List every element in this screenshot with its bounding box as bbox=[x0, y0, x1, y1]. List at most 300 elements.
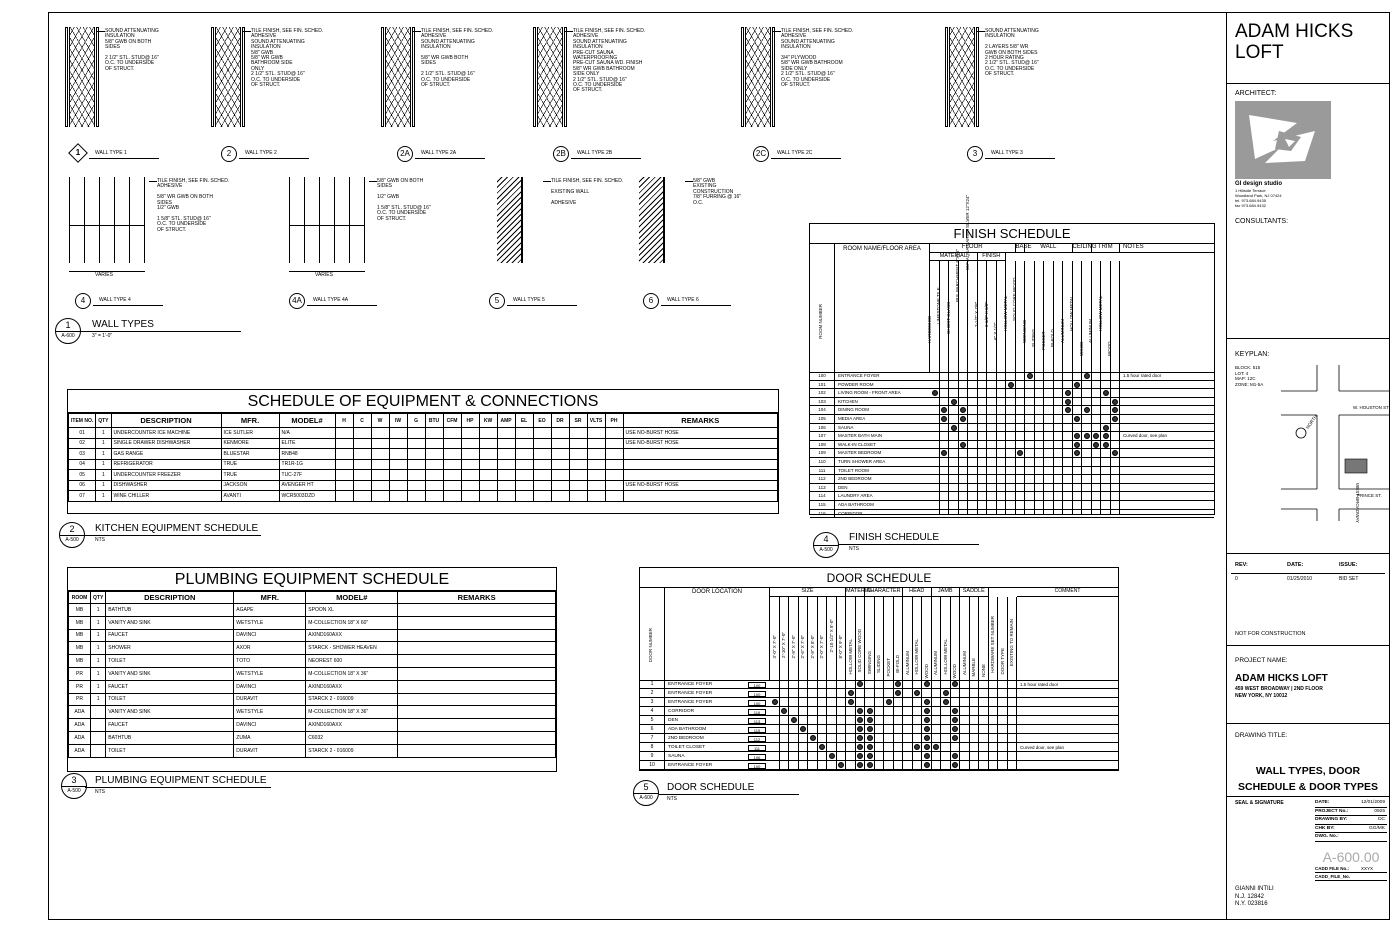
material-subheader: MATERIAL bbox=[930, 253, 978, 261]
finish-mark bbox=[1084, 373, 1090, 379]
finish-mark bbox=[941, 416, 947, 422]
door-mark bbox=[924, 762, 930, 768]
table-row bbox=[69, 629, 556, 642]
model: N/A bbox=[279, 428, 335, 439]
architect-label: ARCHITECT: bbox=[1235, 90, 1277, 97]
wall-note: TILE FINISH, SEE FIN. SCHED. bbox=[573, 28, 646, 34]
room: PR bbox=[69, 680, 91, 693]
column-header: VLTS bbox=[587, 414, 605, 428]
project-address-1: 459 WEST BROADWAY | 2ND FLOOR bbox=[1235, 686, 1323, 692]
room-number: 105 bbox=[810, 415, 834, 424]
door-column-header: 2'-8" X 8'-0" bbox=[809, 635, 815, 659]
model: AXIND160AXX bbox=[306, 680, 398, 693]
room-number: 104 bbox=[810, 406, 834, 415]
table-row bbox=[69, 655, 556, 668]
connection-cell bbox=[353, 428, 371, 439]
wall-note: O.C. TO UNDERSIDE bbox=[573, 82, 623, 89]
connection-cell bbox=[461, 491, 479, 502]
room-name: MASTER BEDROOM bbox=[834, 449, 930, 458]
wall-note: OF STRUCT. bbox=[157, 226, 187, 233]
row-line bbox=[748, 698, 1118, 707]
door-mark bbox=[791, 717, 797, 723]
project-title-text: ADAM HICKS LOFT bbox=[1235, 21, 1354, 63]
plumbing-schedule bbox=[67, 567, 557, 772]
finish-column-header: 2-1/2" X 7/8" bbox=[974, 302, 979, 328]
wall-note: OF STRUCT. bbox=[377, 215, 407, 222]
gypsum-board bbox=[772, 27, 775, 127]
wall-note: 1/2" GWB bbox=[157, 205, 180, 212]
remarks bbox=[398, 680, 556, 693]
connection-cell bbox=[533, 480, 551, 491]
row-line bbox=[748, 734, 1118, 743]
manufacturer: AGAPE bbox=[234, 604, 306, 617]
connection-cell bbox=[407, 428, 425, 439]
door-location: CORRIDOR bbox=[664, 707, 748, 716]
connection-cell bbox=[533, 438, 551, 449]
wall-note: TILE FINISH, SEE FIN. SCHED. bbox=[551, 178, 624, 184]
finish-column-header: HOLLOW METAL bbox=[1069, 295, 1074, 331]
room: ADA bbox=[69, 719, 91, 732]
wall-note: 5/8" WR GWB bbox=[251, 55, 283, 62]
studio-address bbox=[1235, 188, 1282, 208]
connection-cell bbox=[551, 480, 569, 491]
door-column-header: 2'-8" X 7'-0" bbox=[790, 635, 796, 659]
description: SHOWER bbox=[106, 642, 234, 655]
connection-cell bbox=[353, 470, 371, 481]
door-column-header: DOOR TYPE bbox=[999, 648, 1005, 675]
connection-cell bbox=[425, 491, 443, 502]
door-mark bbox=[924, 699, 930, 705]
room-number: 103 bbox=[810, 398, 834, 407]
description: VANITY AND SINK bbox=[106, 616, 234, 629]
connection-cell bbox=[335, 480, 353, 491]
manufacturer: DURAVIT bbox=[234, 744, 306, 757]
connection-cell bbox=[461, 470, 479, 481]
connection-cell bbox=[605, 480, 623, 491]
wall-types-title: WALL TYPES bbox=[92, 319, 154, 330]
room: MB bbox=[69, 604, 91, 617]
room-number: 113 bbox=[810, 484, 834, 493]
revision-header: REV: bbox=[1235, 562, 1248, 568]
model: NEOREST 600 bbox=[306, 655, 398, 668]
door-mark bbox=[848, 699, 854, 705]
row-line bbox=[930, 424, 1214, 433]
door-column-header: BI-FOLD bbox=[895, 654, 900, 673]
column-header: QTY bbox=[91, 592, 106, 604]
room-name-header: ROOM NAME/FLOOR AREA bbox=[834, 244, 930, 372]
room-name: MASTER BATH MAIN bbox=[834, 432, 930, 441]
wall-note: TILE FINISH, SEE FIN. SCHED. bbox=[781, 28, 854, 34]
connection-cell bbox=[569, 459, 587, 470]
column-header: MODEL# bbox=[306, 592, 398, 604]
connection-cell bbox=[335, 491, 353, 502]
info-row bbox=[1315, 825, 1387, 834]
description: UNDERCOUNTER ICE MACHINE bbox=[111, 428, 221, 439]
qty: 1 bbox=[96, 470, 111, 481]
connection-cell bbox=[497, 449, 515, 460]
wall-section-drawing bbox=[69, 177, 145, 263]
wall-note: 1 5/8" STL. STUD@ 16" bbox=[157, 215, 211, 222]
wall-note: EXISTING bbox=[693, 183, 717, 190]
description: REFRIGERATOR bbox=[111, 459, 221, 470]
connection-cell bbox=[551, 438, 569, 449]
finish-column-header: HOLLOW METAL bbox=[1002, 295, 1008, 331]
wall-note: 1 5/8" STL. STUD@ 16" bbox=[377, 205, 431, 212]
keyplan-info bbox=[1235, 365, 1263, 387]
door-group-header: HEAD bbox=[903, 588, 932, 597]
finish-column-header: LIMESTONE TILE bbox=[936, 287, 941, 325]
connection-cell bbox=[479, 428, 497, 439]
wall-note: SOUND ATTENUATING bbox=[105, 28, 159, 34]
model: AXIND160AXX bbox=[306, 719, 398, 732]
door-comment: 1.5 hour rated door bbox=[1020, 682, 1059, 687]
engineer-line: N.Y. 023816 bbox=[1235, 901, 1268, 907]
qty bbox=[91, 731, 106, 744]
connection-cell bbox=[497, 428, 515, 439]
column-header: W bbox=[371, 414, 389, 428]
connection-cell bbox=[371, 449, 389, 460]
wall-tag: 2 bbox=[221, 146, 237, 162]
description: TOILET bbox=[106, 655, 234, 668]
connection-cell bbox=[605, 428, 623, 439]
row-line bbox=[930, 492, 1214, 501]
door-room-ref: 100 bbox=[748, 700, 766, 706]
manufacturer: AVANTI bbox=[221, 491, 279, 502]
wall-note: SOUND ATTENUATING bbox=[781, 38, 835, 45]
finish-group-header: TRIM bbox=[1092, 244, 1121, 253]
wall-type-label: WALL TYPE 5 bbox=[513, 297, 545, 303]
caption-sheet: A-500 bbox=[67, 788, 81, 794]
wall-note: 2 1/2" STL. STUD@ 16" bbox=[985, 60, 1039, 67]
wall-tag: 4 bbox=[75, 293, 91, 309]
studio-name: GI design studio bbox=[1235, 181, 1283, 187]
connection-cell bbox=[587, 459, 605, 470]
remarks bbox=[623, 491, 777, 502]
gypsum-board bbox=[96, 27, 99, 127]
door-group-header: JAMB bbox=[932, 588, 961, 597]
wall-note: 2 1/2" STL. STUD@ 16" bbox=[573, 76, 627, 83]
finish-mark bbox=[1103, 390, 1109, 396]
finish-mark bbox=[1027, 373, 1033, 379]
wall-section-drawing bbox=[537, 27, 563, 127]
wall-type-label: WALL TYPE 2C bbox=[777, 150, 813, 156]
table-row bbox=[69, 459, 778, 470]
model: STARCK - SHOWER HEAVEN bbox=[306, 642, 398, 655]
finish-title: FINISH SCHEDULE bbox=[810, 224, 1214, 244]
table-row bbox=[69, 731, 556, 744]
door-column-header: WOOD bbox=[923, 664, 929, 679]
connection-cell bbox=[515, 428, 533, 439]
wall-type-label: WALL TYPE 2A bbox=[421, 150, 457, 156]
room: ADA bbox=[69, 744, 91, 757]
room: PR bbox=[69, 693, 91, 706]
remarks bbox=[623, 470, 777, 481]
manufacturer: KENMORE bbox=[221, 438, 279, 449]
wall-tag: 2A bbox=[397, 146, 413, 162]
door-location: DEN bbox=[664, 716, 748, 725]
model: STARCK 2 - 016009 bbox=[306, 744, 398, 757]
caption-number: 1 bbox=[65, 320, 71, 330]
room-number: 108 bbox=[810, 441, 834, 450]
finish-group-header: WALL bbox=[1025, 244, 1073, 253]
finish-mark bbox=[1065, 390, 1071, 396]
gypsum-board bbox=[65, 27, 68, 127]
door-column-header: 3'-0" X 7'-0" bbox=[771, 635, 777, 659]
leader-line bbox=[977, 31, 985, 32]
connection-cell bbox=[389, 428, 407, 439]
gypsum-board bbox=[242, 27, 245, 127]
door-location: ADA BATHROOM bbox=[664, 725, 748, 734]
wall-note: PRE-CUT SAUNA bbox=[573, 49, 614, 56]
finish-bubble bbox=[813, 532, 839, 558]
wall-type-label: WALL TYPE 6 bbox=[667, 297, 699, 303]
wall-type-label: WALL TYPE 2B bbox=[577, 150, 613, 156]
wall-type-label: WALL TYPE 4 bbox=[99, 297, 131, 303]
qty: 1 bbox=[96, 449, 111, 460]
revision-cell: BID SET bbox=[1339, 576, 1359, 582]
door-room-ref: 111 bbox=[748, 745, 766, 751]
connection-cell bbox=[407, 438, 425, 449]
row-line bbox=[748, 716, 1118, 725]
wall-tag bbox=[68, 143, 88, 163]
room-name: CORRIDOR bbox=[834, 510, 930, 519]
gypsum-board bbox=[381, 27, 384, 127]
finish-group-header: BASE bbox=[1016, 244, 1026, 253]
table-row bbox=[69, 480, 778, 491]
door-mark bbox=[867, 753, 873, 759]
row-line bbox=[930, 406, 1214, 415]
varies-label: VARIES bbox=[95, 272, 113, 278]
wall-note: O.C. TO UNDERSIDE bbox=[421, 76, 471, 83]
row-line bbox=[930, 510, 1214, 519]
door-group-header: CHARACTER bbox=[865, 588, 903, 597]
connection-cell bbox=[569, 491, 587, 502]
gypsum-board bbox=[976, 27, 979, 127]
connection-cell bbox=[533, 491, 551, 502]
connection-cell bbox=[569, 470, 587, 481]
remarks bbox=[623, 459, 777, 470]
column-header: MFR. bbox=[234, 592, 306, 604]
wall-note: ONLY bbox=[251, 65, 265, 72]
item-no: 06 bbox=[69, 480, 96, 491]
door-location: SAUNA bbox=[664, 752, 748, 761]
wall-note: 5/8" WR GWB BATHROOM bbox=[781, 60, 843, 67]
drawing-area bbox=[49, 13, 1227, 919]
room-name: ENTRANCE FOYER bbox=[834, 372, 930, 381]
connection-cell bbox=[425, 438, 443, 449]
connection-cell bbox=[587, 438, 605, 449]
finish-column-header: SWINGING bbox=[1021, 320, 1027, 344]
manufacturer: JACKSON bbox=[221, 480, 279, 491]
finish-mark bbox=[1084, 433, 1090, 439]
table-row bbox=[69, 706, 556, 719]
row-line bbox=[748, 707, 1118, 716]
qty: 1 bbox=[91, 604, 106, 617]
remarks bbox=[398, 629, 556, 642]
wall-section-drawing bbox=[497, 177, 523, 263]
door-column-header: WOOD bbox=[952, 664, 957, 679]
equipment-caption: KITCHEN EQUIPMENT SCHEDULE bbox=[95, 523, 259, 534]
door-column-header: ALUMINUM bbox=[961, 651, 967, 676]
column-header: REMARKS bbox=[398, 592, 556, 604]
connection-cell bbox=[407, 449, 425, 460]
door-mark bbox=[867, 762, 873, 768]
info-row bbox=[1315, 816, 1387, 825]
connection-cell bbox=[605, 470, 623, 481]
wall-note: 7/8" FURRING @ 16" bbox=[693, 194, 742, 201]
door-column-header: ALUMINUM bbox=[933, 651, 938, 676]
column-header: MFR. bbox=[221, 414, 279, 428]
studio-line: tel. 973.684.9435 bbox=[1235, 198, 1266, 203]
remarks bbox=[398, 642, 556, 655]
connection-cell bbox=[497, 491, 515, 502]
project-name: ADAM HICKS LOFT bbox=[1235, 673, 1328, 684]
info-value: DC bbox=[1378, 817, 1385, 822]
model: M-COLLECTION 18" X 60" bbox=[306, 616, 398, 629]
column-header: KW bbox=[479, 414, 497, 428]
door-mark bbox=[848, 690, 854, 696]
info-label: DRAWING BY: bbox=[1315, 817, 1348, 822]
model: TUC-27F bbox=[279, 470, 335, 481]
wall-note: OF STRUCT. bbox=[251, 82, 281, 89]
wall-note: O.C. TO UNDERSIDE bbox=[105, 60, 155, 67]
connection-cell bbox=[551, 459, 569, 470]
wall-note: WATERPROOFING bbox=[573, 55, 618, 62]
column-header: G bbox=[407, 414, 425, 428]
column-header: BTU bbox=[425, 414, 443, 428]
remarks bbox=[398, 667, 556, 680]
table-row bbox=[69, 667, 556, 680]
column-header: EL bbox=[515, 414, 533, 428]
finish-column-header: W.F. PARCHMENT 8"X16" bbox=[955, 248, 960, 302]
door-number: 7 bbox=[640, 734, 664, 743]
finish-column-header: GHOST GLASS bbox=[945, 301, 951, 334]
connection-cell bbox=[479, 491, 497, 502]
wall-note: 2 HOUR RATING bbox=[985, 55, 1024, 62]
connection-cell bbox=[371, 470, 389, 481]
model: C6032 bbox=[306, 731, 398, 744]
connection-cell bbox=[497, 438, 515, 449]
caption-number: 3 bbox=[71, 775, 77, 785]
item-no: 05 bbox=[69, 470, 96, 481]
room-name: KITCHEN bbox=[834, 398, 930, 407]
finish-mark bbox=[1112, 416, 1118, 422]
wall-note: SIDES bbox=[105, 44, 121, 51]
label-line bbox=[507, 305, 577, 306]
connection-cell bbox=[569, 438, 587, 449]
keyplan-line: LOT: 4 bbox=[1235, 370, 1249, 376]
wall-note: OF STRUCT. bbox=[421, 82, 451, 89]
door-column-header: 8'-0" X 9'-0" bbox=[838, 635, 843, 659]
manufacturer: TRUE bbox=[221, 470, 279, 481]
finish-column-header: POCKET bbox=[1040, 331, 1046, 350]
column-header: PH bbox=[605, 414, 623, 428]
row-line bbox=[930, 458, 1214, 467]
door-group-header: SIZE bbox=[770, 588, 846, 597]
finish-column-header: 6 1/2" X 5/8" bbox=[983, 302, 989, 328]
finish-mark bbox=[1065, 399, 1071, 405]
door-comment: Curved door, see plan bbox=[1020, 745, 1065, 750]
wall-note: 2 LAYERS 5/8" WR bbox=[985, 44, 1029, 51]
finish-column-header: W.F. AQUA MARINA SILVER 12"X24" bbox=[964, 194, 970, 270]
door-mark bbox=[924, 708, 930, 714]
wall-tag: 2C bbox=[753, 146, 769, 162]
room-notes: 1.5 hour rated door bbox=[1123, 373, 1162, 378]
row-line bbox=[930, 501, 1214, 510]
qty: 1 bbox=[91, 680, 106, 693]
wall-note: SIDES bbox=[377, 183, 393, 190]
wall-note: SOUND ATTENUATING bbox=[251, 38, 305, 45]
column-header: SR bbox=[569, 414, 587, 428]
model: STARCK 2 - 016009 bbox=[306, 693, 398, 706]
description: UNDERCOUNTER FREEZER bbox=[111, 470, 221, 481]
manufacturer: TRUE bbox=[221, 459, 279, 470]
wall-note: ADHESIVE bbox=[551, 199, 577, 206]
room: MB bbox=[69, 629, 91, 642]
door-schedule bbox=[639, 567, 1119, 771]
table-row bbox=[69, 449, 778, 460]
table-row bbox=[69, 744, 556, 757]
room-name: ADA BATHROOM bbox=[834, 501, 930, 510]
connection-cell bbox=[461, 459, 479, 470]
info-value: 12/01/2009 bbox=[1360, 800, 1385, 805]
wall-note: 5/8" GWB bbox=[693, 178, 716, 184]
column-header: QTY bbox=[96, 414, 111, 428]
project-title bbox=[1235, 21, 1385, 63]
wall-note: 3/4" PLYWOOD bbox=[781, 55, 817, 62]
wall-note: TILE FINISH, SEE FIN. SCHED. bbox=[251, 28, 324, 34]
finish-mark bbox=[1093, 442, 1099, 448]
connection-cell bbox=[389, 459, 407, 470]
column-header: EO bbox=[533, 414, 551, 428]
connection-cell bbox=[443, 480, 461, 491]
row-line bbox=[930, 484, 1214, 493]
door-column-header: SLIDING bbox=[876, 654, 881, 673]
label-line bbox=[307, 305, 377, 306]
manufacturer: WETSTYLE bbox=[234, 667, 306, 680]
finish-schedule bbox=[809, 194, 1215, 516]
manufacturer: AXOR bbox=[234, 642, 306, 655]
connection-cell bbox=[533, 459, 551, 470]
label-line bbox=[89, 158, 159, 159]
column-header: CFM bbox=[443, 414, 461, 428]
remarks: USE NO-BURST HOSE bbox=[623, 480, 777, 491]
door-column-header: HARDWARE SET NUMBER bbox=[990, 616, 995, 673]
model: AXIND160AXX bbox=[306, 629, 398, 642]
equipment-schedule bbox=[67, 389, 779, 514]
comment-header: COMMENT bbox=[1017, 588, 1118, 597]
studio-line: 1 Hillside Terrace bbox=[1235, 188, 1266, 193]
finish-mark bbox=[1103, 425, 1109, 431]
room-name: MEDIA AREA bbox=[834, 415, 930, 424]
finish-column-header: SOLID CORE WOOD bbox=[1012, 277, 1017, 321]
wall-note: TILE FINISH, SEE FIN. SCHED. bbox=[421, 28, 494, 34]
door-column-header: 2'-10" X 7'-0" bbox=[781, 632, 786, 659]
connection-cell bbox=[335, 438, 353, 449]
connection-cell bbox=[533, 449, 551, 460]
connection-cell bbox=[515, 470, 533, 481]
gypsum-board bbox=[211, 27, 214, 127]
door-location: ENTRANCE FOYER bbox=[664, 689, 748, 698]
drawing-sheet bbox=[48, 12, 1390, 920]
room-name: 2ND BEDROOM bbox=[834, 475, 930, 484]
consultants-label: CONSULTANTS: bbox=[1235, 218, 1289, 225]
leader-line bbox=[773, 31, 781, 32]
room-number: 107 bbox=[810, 432, 834, 441]
caption-number: 4 bbox=[823, 534, 829, 544]
finish-mark bbox=[1008, 382, 1014, 388]
gypsum-board bbox=[564, 27, 567, 127]
